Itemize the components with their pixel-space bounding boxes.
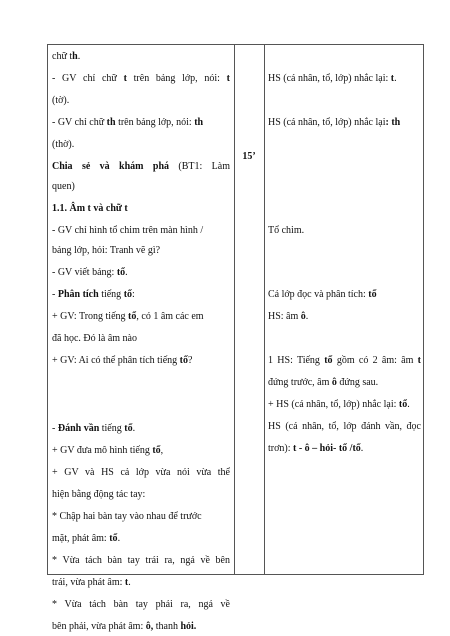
text-run: * Vừa tách bàn tay phải ra, ngả về	[52, 599, 230, 610]
teacher-text-line	[52, 599, 230, 611]
text-run: tổ	[109, 533, 118, 544]
teacher-text-line	[52, 577, 230, 589]
text-run: tổ	[368, 289, 377, 300]
teacher-text-line	[52, 225, 230, 237]
teacher-text-line	[52, 445, 230, 457]
teacher-text-line	[52, 289, 230, 301]
column-divider-left	[234, 45, 235, 574]
text-run: t	[123, 73, 127, 84]
student-text-line	[268, 377, 421, 389]
text-run: Tổ chim.	[268, 225, 305, 236]
text-run: 1 HS: Tiếng	[268, 355, 325, 366]
text-run: .	[128, 577, 131, 588]
teacher-text-line	[52, 245, 230, 257]
text-run: hỏi.	[180, 621, 197, 632]
text-run: ô	[331, 377, 337, 388]
text-run: tổ	[128, 311, 137, 322]
text-run: - GV viết bảng:	[52, 267, 117, 278]
text-run: .	[132, 423, 136, 434]
column-divider-right	[264, 45, 265, 574]
teacher-text-line	[52, 51, 230, 63]
student-text-line	[268, 355, 421, 367]
teacher-text-line	[52, 161, 230, 173]
text-run: đứng trước, âm	[268, 377, 332, 388]
teacher-text-line	[52, 181, 230, 193]
text-run: -	[52, 289, 58, 300]
text-run: trên bảng lớp, nói:	[115, 117, 195, 128]
text-run: đã học. Đó là âm nào	[52, 333, 137, 344]
text-run: 1.1. Âm t và chữ t	[52, 203, 128, 214]
teacher-text-line	[52, 333, 230, 345]
text-run: t - ô – hỏi- tổ /tổ	[293, 443, 361, 454]
teacher-text-line	[52, 311, 230, 323]
text-run: * Vừa tách bàn tay trái ra, ngả về bên	[52, 555, 230, 566]
text-run: HS (cá nhân, tổ, lớp đánh vần, đọc	[268, 421, 421, 432]
text-run: h	[72, 51, 78, 62]
text-run: :	[132, 289, 135, 300]
text-run: tiếng	[98, 289, 124, 300]
text-run: , có 1 âm các em	[136, 311, 204, 322]
text-run: ô,	[145, 621, 154, 632]
text-run: Chia sẻ và khám phá	[52, 161, 170, 172]
student-text-line	[268, 289, 421, 301]
teacher-text-line	[52, 621, 230, 633]
text-run: tổ	[116, 267, 126, 278]
teacher-text-line	[52, 533, 230, 545]
teacher-text-line	[52, 73, 230, 85]
student-text-line	[268, 399, 421, 411]
text-run: hiện bằng động tác tay:	[52, 489, 146, 500]
text-run: HS (cá nhân, tổ, lớp) nhắc lại	[268, 117, 386, 128]
text-run: bảng lớp, hỏi: Tranh vẽ gì?	[52, 245, 161, 256]
text-run: t	[390, 73, 395, 84]
text-run: t	[226, 73, 231, 84]
teacher-text-line	[52, 267, 230, 279]
text-run: .	[125, 267, 128, 278]
text-run: + GV đưa mô hình tiếng	[52, 445, 153, 456]
text-run: .	[305, 311, 309, 322]
text-run: thanh	[153, 621, 181, 632]
text-run: tiếng	[99, 423, 125, 434]
text-run: .	[77, 51, 81, 62]
text-run: tổ	[124, 423, 133, 434]
text-run: (BT1: Làm	[169, 161, 230, 172]
student-text-line	[268, 443, 421, 455]
text-run: + GV: Trong tiếng	[52, 311, 129, 322]
student-text-line	[268, 225, 421, 237]
text-run: mặt, phát âm:	[52, 533, 110, 544]
text-run: gồm có 2 âm: âm	[332, 355, 418, 366]
text-run: * Chập hai bàn tay vào nhau để trước	[52, 511, 202, 522]
text-run: -	[52, 423, 58, 434]
text-run: (thờ).	[52, 139, 75, 150]
text-run: HS (cá nhân, tổ, lớp) nhắc lại:	[268, 73, 391, 84]
text-run: (tờ).	[52, 95, 70, 106]
text-run: t	[417, 355, 421, 366]
teacher-text-line	[52, 489, 230, 501]
teacher-text-line	[52, 95, 230, 107]
teacher-text-line	[52, 355, 230, 367]
text-run: ô	[300, 311, 306, 322]
teacher-text-line	[52, 203, 230, 215]
text-run: đứng sau.	[336, 377, 379, 388]
text-run: + HS (cá nhân, tổ, lớp) nhắc lại:	[268, 399, 399, 410]
text-run: bên phải, vừa phát âm:	[52, 621, 146, 632]
text-run: trơn):	[268, 443, 294, 454]
text-run: trên bảng lớp, nói:	[126, 73, 227, 84]
text-run: .	[360, 443, 364, 454]
text-run: .	[117, 533, 121, 544]
teacher-text-line	[52, 423, 230, 435]
text-run: - GV chỉ chữ	[52, 117, 107, 128]
teacher-text-line	[52, 555, 230, 567]
text-run: + GV và HS cả lớp vừa nói vừa thể	[52, 467, 230, 478]
text-run: t	[124, 577, 129, 588]
lesson-table	[47, 44, 424, 632]
text-run: th	[194, 117, 204, 128]
text-run: Đánh vần	[57, 423, 100, 434]
text-run: chữ t	[52, 51, 73, 62]
text-run: : th	[385, 117, 401, 128]
teacher-text-line	[52, 511, 230, 523]
text-run: .	[407, 399, 410, 410]
teacher-text-line	[52, 139, 230, 151]
student-text-line	[268, 311, 421, 323]
text-run: - GV chỉ chữ	[52, 73, 124, 84]
teacher-text-line	[52, 467, 230, 479]
text-run: HS: âm	[268, 311, 301, 322]
text-run: tổ	[398, 399, 408, 410]
teacher-text-line	[52, 117, 230, 129]
student-text-line	[268, 117, 421, 129]
text-run: ,	[160, 445, 164, 456]
text-run: th	[106, 117, 116, 128]
text-run: tổ	[324, 355, 333, 366]
text-run: + GV: Ai có thể phân tích tiếng	[52, 355, 180, 366]
student-text-line	[268, 421, 421, 433]
text-run: .	[394, 73, 397, 84]
text-run: Cả lớp đọc và phân tích:	[268, 289, 369, 300]
text-run: tổ	[152, 445, 161, 456]
text-run: tổ	[123, 289, 133, 300]
text-run: tổ	[179, 355, 188, 366]
student-text-line	[268, 73, 421, 85]
text-run: quen)	[52, 181, 75, 192]
text-run: - GV chỉ hình tổ chim trên màn hình /	[52, 225, 204, 236]
text-run: Phân tích	[57, 289, 99, 300]
text-run: ?	[188, 355, 193, 366]
time-cell: 15’	[242, 151, 256, 162]
text-run: trái, vừa phát âm:	[52, 577, 125, 588]
